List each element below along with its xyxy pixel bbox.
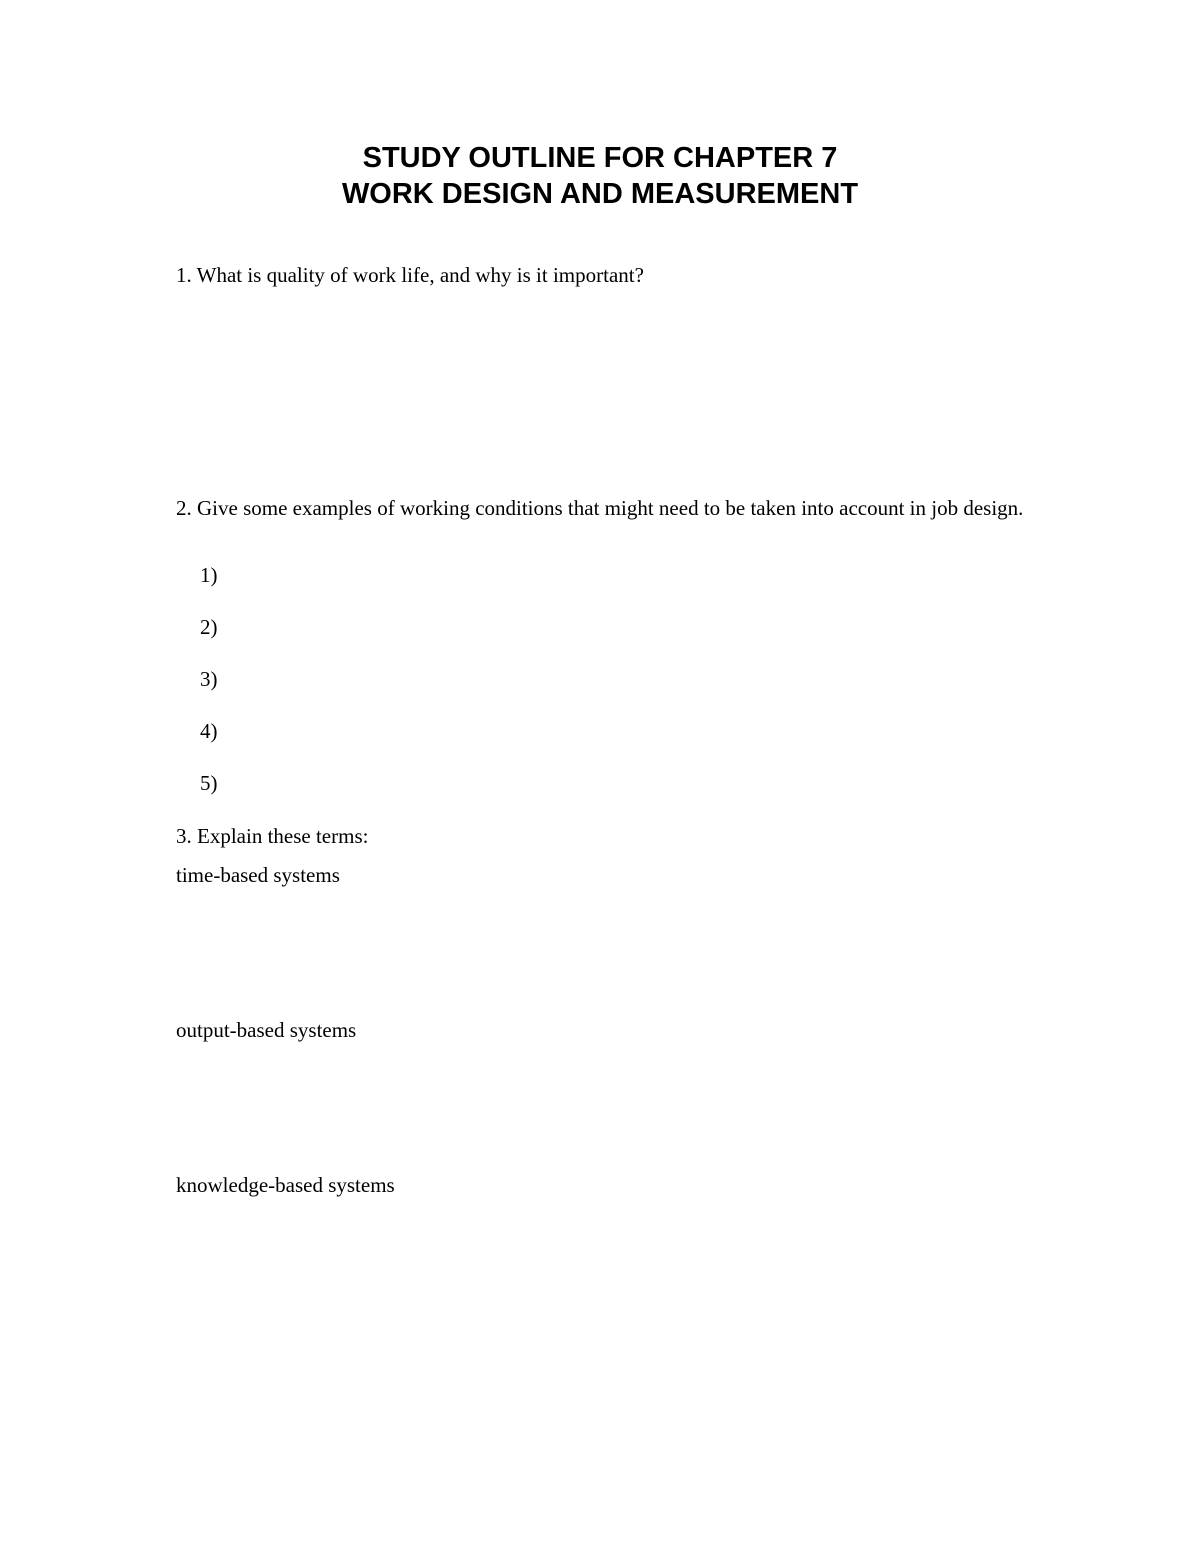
answer-item-1: 1) bbox=[200, 563, 218, 587]
question-3: 3. Explain these terms: bbox=[176, 824, 369, 848]
page-title bbox=[0, 140, 1200, 212]
answer-item-5: 5) bbox=[200, 771, 218, 795]
title-line-1: STUDY OUTLINE FOR CHAPTER 7 bbox=[362, 142, 838, 174]
answer-item-3: 3) bbox=[200, 667, 218, 691]
question-2: 2. Give some examples of working conditions that might need to be taken into account in job design. bbox=[176, 496, 1024, 520]
answer-list bbox=[200, 561, 218, 821]
term-time-based: time-based systems bbox=[176, 863, 340, 887]
title-line-2: WORK DESIGN AND MEASUREMENT bbox=[341, 178, 859, 210]
answer-item-4: 4) bbox=[200, 719, 218, 743]
term-knowledge-based: knowledge-based systems bbox=[176, 1173, 395, 1197]
term-output-based: output-based systems bbox=[176, 1018, 357, 1042]
answer-item-2: 2) bbox=[200, 615, 218, 639]
question-1: 1. What is quality of work life, and why is it important? bbox=[176, 263, 644, 287]
